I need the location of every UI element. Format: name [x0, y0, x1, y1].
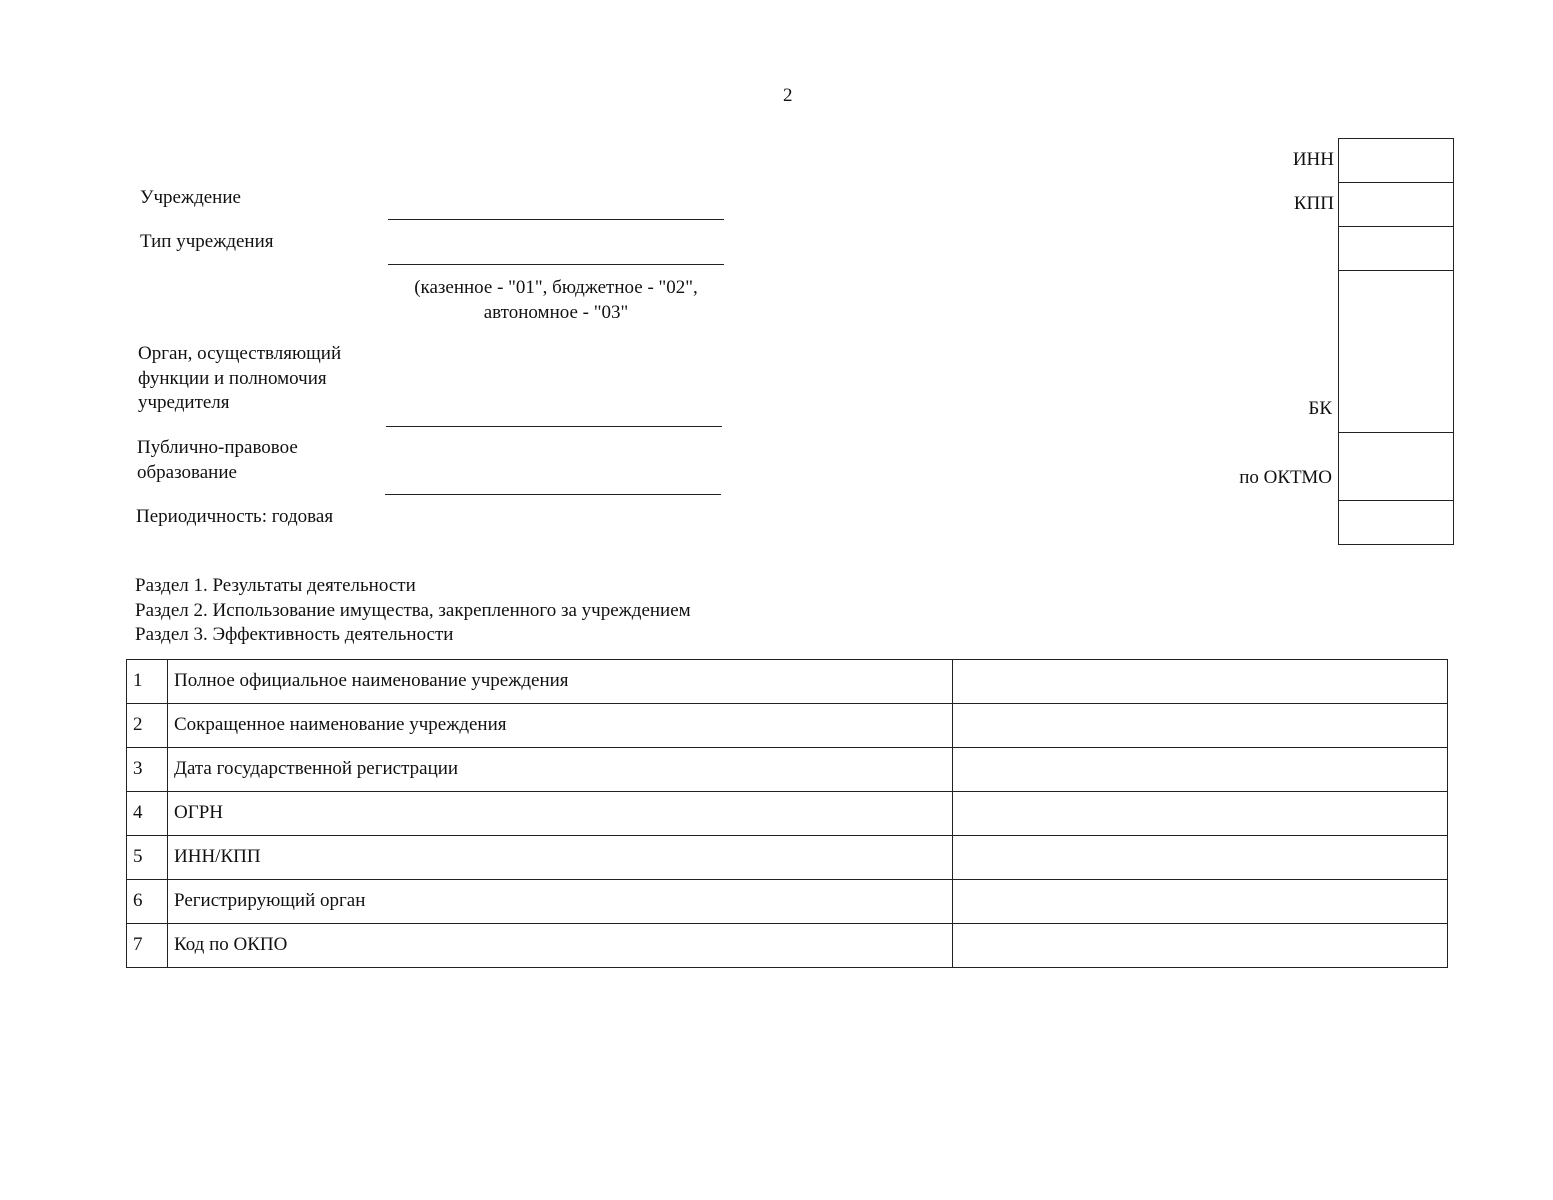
row-label: Полное официальное наименование учреждения: [168, 660, 953, 704]
public-entity-label-line1: Публично-правовое: [137, 437, 298, 458]
row-label: Сокращенное наименование учреждения: [168, 704, 953, 748]
bk-code-box[interactable]: [1339, 271, 1453, 433]
institution-info-table: [126, 659, 1448, 968]
page-number: 2: [783, 85, 793, 106]
founder-label-line2: функции и полномочия: [138, 367, 327, 389]
kpp-label: КПП: [1293, 193, 1334, 214]
table-row: [127, 792, 1448, 836]
inn-label: ИНН: [1292, 149, 1334, 170]
institution-field-line[interactable]: [388, 219, 724, 220]
periodicity-label: Периодичность: годовая: [136, 506, 334, 527]
section-3: Раздел 3. Эффективность деятельности: [135, 624, 454, 646]
periodicity-code-box[interactable]: [1339, 501, 1453, 544]
row-label: Регистрирующий орган: [168, 880, 953, 924]
row-value[interactable]: [953, 660, 1448, 704]
public-entity-label-line2: образование: [137, 461, 237, 483]
row-number: 1: [127, 660, 168, 704]
row-value[interactable]: [953, 880, 1448, 924]
oktmo-label: по ОКТМО: [1239, 467, 1332, 488]
kpp-code-box[interactable]: [1339, 183, 1453, 227]
institution-type-label: Тип учреждения: [140, 231, 274, 252]
row-value[interactable]: [953, 704, 1448, 748]
table-row: [127, 924, 1448, 968]
public-entity-field-line[interactable]: [385, 494, 721, 495]
row-number: 6: [127, 880, 168, 924]
row-value[interactable]: [953, 748, 1448, 792]
row-value[interactable]: [953, 792, 1448, 836]
section-1: Раздел 1. Результаты деятельности: [135, 575, 416, 596]
table-row: [127, 748, 1448, 792]
institution-type-field-line[interactable]: [388, 264, 724, 265]
row-number: 2: [127, 704, 168, 748]
inn-code-box[interactable]: [1339, 139, 1453, 183]
code-boxes: [1338, 138, 1454, 545]
public-entity-label: [137, 436, 298, 485]
institution-label: Учреждение: [140, 187, 241, 208]
row-number: 4: [127, 792, 168, 836]
row-number: 5: [127, 836, 168, 880]
row-number: 3: [127, 748, 168, 792]
founder-field-line[interactable]: [386, 426, 722, 427]
row-label: ИНН/КПП: [168, 836, 953, 880]
institution-type-note-line1: (казенное - "01", бюджетное - "02",: [414, 277, 698, 298]
table-row: [127, 704, 1448, 748]
founder-label-line3: учредителя: [138, 392, 230, 414]
section-list: [135, 574, 691, 648]
row-label: Дата государственной регистрации: [168, 748, 953, 792]
row-value[interactable]: [953, 836, 1448, 880]
row-value[interactable]: [953, 924, 1448, 968]
institution-type-note-line2: автономное - "03": [483, 301, 629, 323]
oktmo-code-box[interactable]: [1339, 433, 1453, 501]
table-row: [127, 836, 1448, 880]
table-row: [127, 660, 1448, 704]
bk-label: БК: [1308, 398, 1332, 419]
table-row: [127, 880, 1448, 924]
row-number: 7: [127, 924, 168, 968]
founder-label-line1: Орган, осуществляющий: [138, 343, 342, 364]
institution-type-note: [388, 276, 724, 325]
row-label: Код по ОКПО: [168, 924, 953, 968]
section-2: Раздел 2. Использование имущества, закрепленного за учреждением: [135, 599, 691, 621]
founder-label: [138, 342, 341, 416]
row-label: ОГРН: [168, 792, 953, 836]
type-code-box[interactable]: [1339, 227, 1453, 271]
